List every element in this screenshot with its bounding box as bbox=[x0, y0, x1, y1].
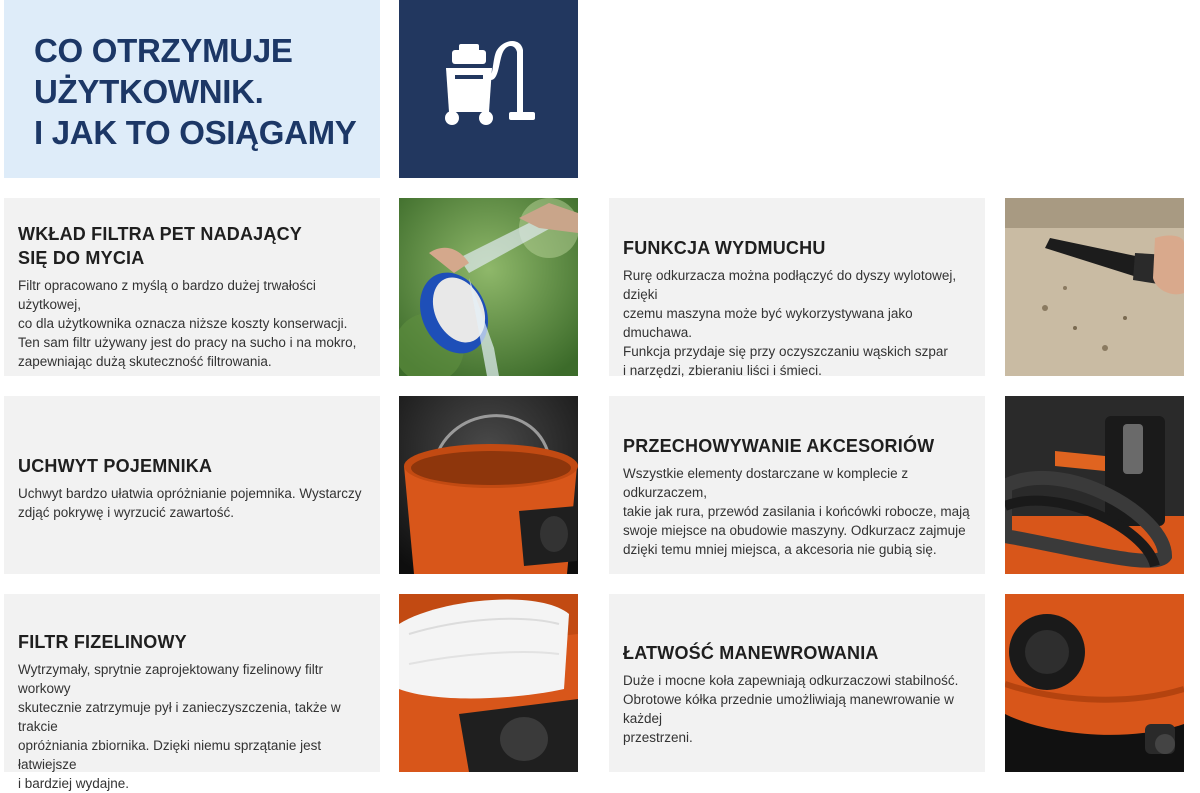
page-title-line-1: CO OTRZYMUJE bbox=[34, 32, 293, 69]
feature-text-line: Obrotowe kółka przednie umożliwiają manewrowanie w każdej bbox=[623, 692, 954, 726]
feature-card-blower bbox=[609, 198, 985, 376]
feature-title-line: SIĘ DO MYCIA bbox=[18, 248, 145, 268]
feature-text-line: opróżniania zbiornika. Dzięki niemu sprzątanie jest łatwiejsze bbox=[18, 738, 322, 772]
feature-text-line: skutecznie zatrzymuje pył i zanieczyszczenia, także w trakcie bbox=[18, 700, 341, 734]
photo-filter-washing bbox=[399, 198, 578, 376]
feature-description bbox=[623, 266, 971, 380]
feature-text-line: czemu maszyna może być wykorzystywana jako dmuchawa. bbox=[623, 306, 913, 340]
feature-card-filter-pet bbox=[4, 198, 380, 376]
feature-title-line: WKŁAD FILTRA PET NADAJĄCY bbox=[18, 224, 302, 244]
feature-title: ŁATWOŚĆ MANEWROWANIA bbox=[623, 643, 879, 663]
header-title-box bbox=[4, 0, 380, 178]
feature-title: FILTR FIZELINOWY bbox=[18, 632, 187, 652]
photo-blower-nozzle bbox=[1005, 198, 1184, 376]
page-title-line-3: I JAK TO OSIĄGAMY bbox=[34, 114, 357, 151]
photo-accessory-storage bbox=[1005, 396, 1184, 574]
feature-text-line: co dla użytkownika oznacza niższe koszty konserwacji. bbox=[18, 316, 348, 331]
feature-title: PRZECHOWYWANIE AKCESORIÓW bbox=[623, 436, 935, 456]
page-title-line-2: UŻYTKOWNIK. bbox=[34, 73, 264, 110]
feature-title: FUNKCJA WYDMUCHU bbox=[623, 238, 826, 258]
feature-text-line: Ten sam filtr używany jest do pracy na sucho i na mokro, bbox=[18, 335, 357, 350]
feature-text-line: zapewniając dużą skuteczność filtrowania. bbox=[18, 354, 272, 369]
feature-description bbox=[623, 464, 971, 559]
feature-text-line: Funkcja przydaje się przy oczyszczaniu wąskich szpar bbox=[623, 344, 948, 359]
feature-text-line: i bardziej wydajne. bbox=[18, 776, 130, 791]
header-icon-box bbox=[399, 0, 578, 178]
vacuum-cleaner-icon bbox=[399, 0, 578, 178]
feature-text-line: Wytrzymały, sprytnie zaprojektowany fizelinowy filtr workowy bbox=[18, 662, 323, 696]
feature-title bbox=[18, 222, 366, 270]
feature-text-line: swoje miejsce na obudowie maszyny. Odkurzacz zajmuje bbox=[623, 523, 966, 538]
feature-title: UCHWYT POJEMNIKA bbox=[18, 456, 213, 476]
feature-text-line: dzięki temu mniej miejsca, a akcesoria nie gubią się. bbox=[623, 542, 937, 557]
feature-text-line: Wszystkie elementy dostarczane w komplecie z odkurzaczem, bbox=[623, 466, 909, 500]
feature-text-line: i narzędzi, zbieraniu liści i śmieci. bbox=[623, 363, 822, 378]
feature-description bbox=[18, 660, 366, 793]
photo-fleece-filter-bag bbox=[399, 594, 578, 772]
feature-text-line: Uchwyt bardzo ułatwia opróżnianie pojemnika. Wystarczy bbox=[18, 486, 362, 501]
feature-card-container-handle bbox=[4, 396, 380, 574]
feature-description bbox=[18, 276, 366, 371]
feature-text-line: zdjąć pokrywę i wyrzucić zawartość. bbox=[18, 505, 235, 520]
feature-text-line: przestrzeni. bbox=[623, 730, 693, 745]
feature-card-maneuverability bbox=[609, 594, 985, 772]
feature-text-line: takie jak rura, przewód zasilania i końcówki robocze, mają bbox=[623, 504, 970, 519]
feature-description bbox=[18, 484, 366, 522]
feature-text-line: Duże i mocne koła zapewniają odkurzaczowi stabilność. bbox=[623, 673, 959, 688]
feature-text-line: Rurę odkurzacza można podłączyć do dyszy wylotowej, dzięki bbox=[623, 268, 957, 302]
feature-text-line: Filtr opracowano z myślą o bardzo dużej trwałości użytkowej, bbox=[18, 278, 316, 312]
feature-card-fleece-filter bbox=[4, 594, 380, 791]
feature-card-accessory-storage bbox=[609, 396, 985, 574]
photo-wheels bbox=[1005, 594, 1184, 772]
feature-description bbox=[623, 671, 971, 747]
photo-container-handle bbox=[399, 396, 578, 574]
page-title bbox=[34, 30, 374, 153]
